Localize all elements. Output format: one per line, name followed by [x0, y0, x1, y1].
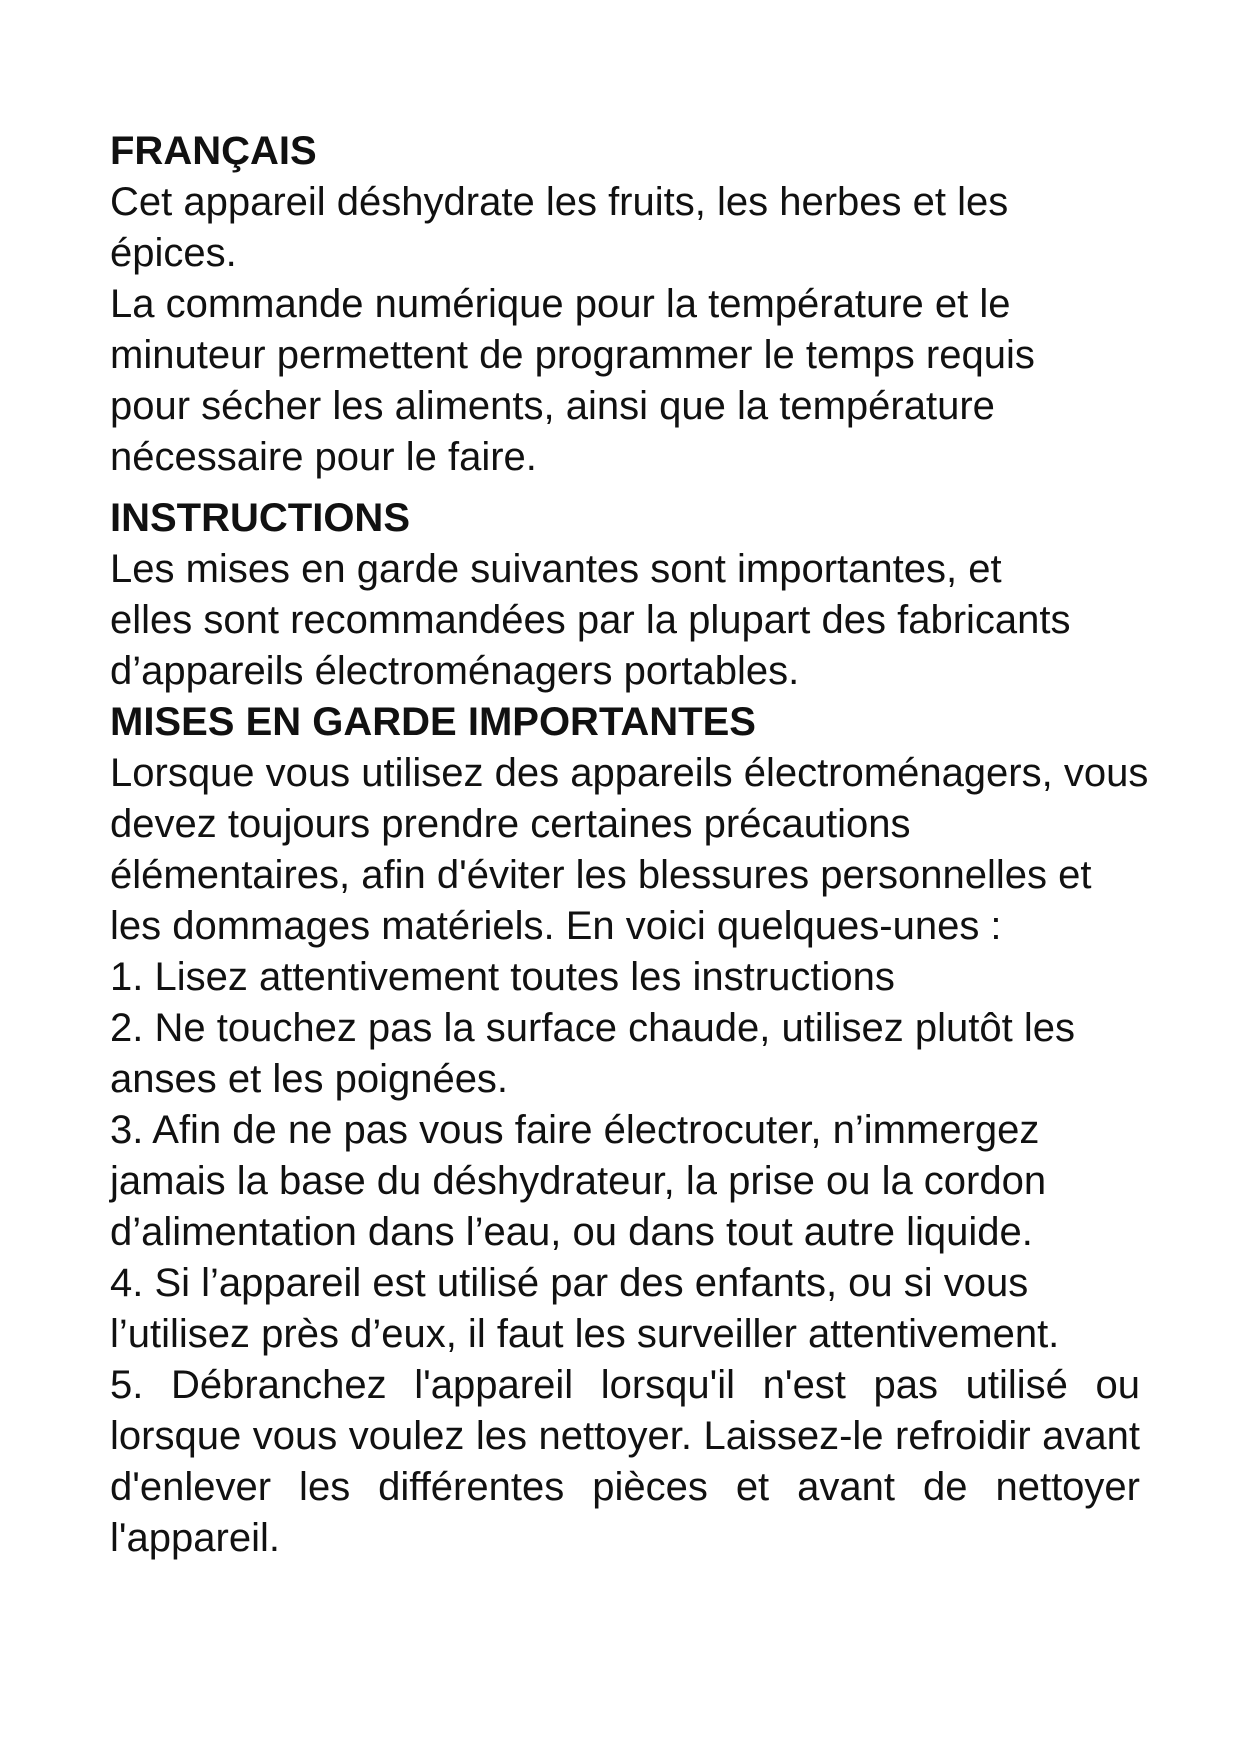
warnings-intro-paragraph: Lorsque vous utilisez des appareils électroménagers, vous devez toujours prendre certaines précautions élémentaires, afin d'éviter les blessures personnelles et les dommages matériels. En voici quelques-unes :	[110, 751, 1149, 948]
section-title-mises-en-garde: MISES EN GARDE IMPORTANTES	[110, 700, 756, 744]
document-page	[110, 126, 1160, 1564]
instructions-paragraph: Les mises en garde suivantes sont importantes, et elles sont recommandées par la plupart des fabricants d’appareils électroménagers portables.	[110, 547, 1071, 693]
list-item-3: 3. Afin de ne pas vous faire électrocuter, n’immergez jamais la base du déshydrateur, la prise ou la cordon d’alimentation dans l’eau, ou dans tout autre liquide.	[110, 1108, 1047, 1254]
intro-paragraph-2: La commande numérique pour la température et le minuteur permettent de programmer le temps requis pour sécher les aliments, ainsi que la température nécessaire pour le faire.	[110, 282, 1035, 479]
list-item-5: 5. Débranchez l'appareil lorsqu'il n'est pas utilisé ou lorsque vous voulez les nettoyer. Laissez-le refroidir avant d'enlever les différentes pièces et avant de nettoyer l'appareil.	[110, 1363, 1140, 1560]
section-title-francais: FRANÇAIS	[110, 129, 317, 173]
intro-paragraph-1: Cet appareil déshydrate les fruits, les herbes et les épices.	[110, 180, 1009, 275]
section-title-instructions: INSTRUCTIONS	[110, 496, 410, 540]
list-item-4: 4. Si l’appareil est utilisé par des enfants, ou si vous l’utilisez près d’eux, il faut les surveiller attentivement.	[110, 1261, 1060, 1356]
section-gap	[110, 483, 1160, 493]
list-item-2: 2. Ne touchez pas la surface chaude, utilisez plutôt les anses et les poignées.	[110, 1006, 1075, 1101]
list-item-1: 1. Lisez attentivement toutes les instructions	[110, 955, 895, 999]
